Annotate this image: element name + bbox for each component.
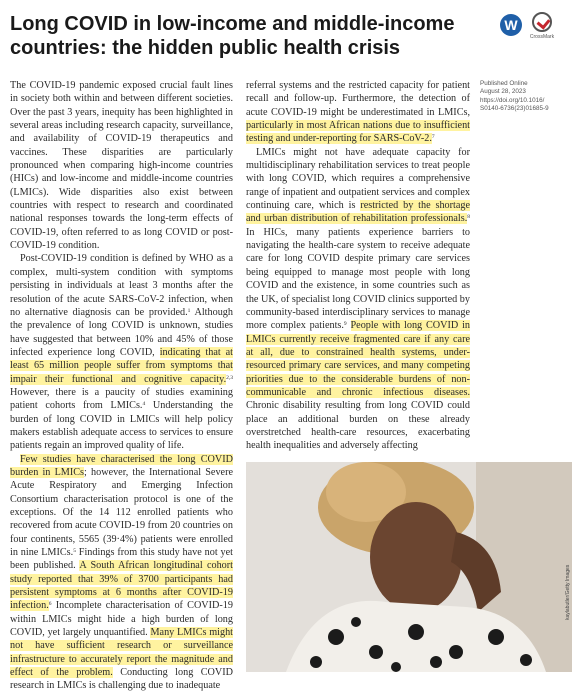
text: Although the prevalence of long COVID is unknown, studies have suggested that between 10% and 45% of those infected experience long COVID, [10,306,233,358]
highlighted-text: Few studies have characterised the long COVID burden in LMICs [10,453,233,478]
published-label: Published Online [480,80,528,87]
reference[interactable]: 7 [431,134,435,141]
text: referral systems and the restricted capacity for patient recall and follow-up. Furthermore, the detection of acute COVID-19 might be underestimated in LMICs, [246,80,470,118]
doi-link[interactable]: https://doi.org/10.1016/ [480,96,545,104]
text: Understanding the burden of long COVID in LMICs will help policy makers establish adequate access to services to ensure patients regain an improved quality of life. [10,400,233,452]
text: Incomplete characterisation of COVID-19 within LMICs might hide a high burden of long COVID, yet largely unquantified. [10,600,233,639]
paragraph [246,79,470,146]
publication-info [480,80,575,114]
article-photo [246,462,572,672]
doi-link-suffix[interactable]: S0140-6736(23)01685-9 [480,105,549,113]
article-column-2 [246,79,470,453]
photo-illustration [246,462,572,672]
reference[interactable]: 5 [73,548,76,555]
text: Conducting long COVID research in LMICs is challenging due to inadequate [10,667,233,692]
highlighted-text: A South African longitudinal cohort study reported that 39% of 3700 participants had persistent symptoms at 6 months after COVID-19 infection. [10,560,233,612]
article-column-1 [10,79,233,693]
text: In HICs, many patients experience barriers to navigating the health-care system to receive adequate care for long COVID despite primary care services being equipped to manage most people with long COVID and the existence, in some countries such as the UK, of specialist long COVID clinics supported by community-based interdisciplinary services to manage more complex patients. [246,226,470,332]
highlighted-text: Many LMICs might not have sufficient research or surveillance infrastructure to accurately report the magnitude and effect of the problem. [10,627,233,679]
highlighted-text: indicating that at least 65 million people suffer from symptoms that impair their functional and cognitive capacity. [10,346,233,385]
highlighted-text: restricted by the shortage and urban distribution of rehabilitation professionals. [246,200,471,225]
published-date: August 28, 2023 [480,88,526,96]
reference[interactable]: 8 [467,214,470,221]
reference[interactable]: 6 [48,601,52,608]
text: Post-COVID-19 condition is defined by WHO as a complex, multi-system condition with symptoms persisting in individuals at least 3 months after the resolution of the acute SARS-CoV-2 infection, when no alternative diagnosis can be provided. [10,253,233,318]
crossmark-badge[interactable] [527,12,557,40]
highlighted-text: particularly in most African nations due to insufficient testing and under-reporting for SARS-CoV-2. [246,120,470,145]
paragraph [10,453,233,693]
reference[interactable]: 9 [343,321,347,328]
photo-credit: kaylabutler/Getty Images [565,564,571,620]
paragraph [10,252,233,452]
reference[interactable]: 2,3 [226,374,233,381]
text: Chronic disability resulting from long COVID could place an additional burden on these already overstretched health-care resources, exacerbating health inequalities and adversely affecting [246,400,470,452]
lancet-logo-letter: W [504,17,518,33]
text: LMICs might not have adequate capacity for multidisciplinary rehabilitation services to treat people with long COVID, which requires a comprehensive range of inpatient and outpatient services and complex continuing care, which is [246,146,470,212]
text: ; however, the International Severe Acute Respiratory and Emerging Infection Consortium characterisation protocol is one of the exceptions. Of the 14 112 enrolled patients who recovered from acute COVID-19 from 20 countries on four continents, 5565 (39·4%) patients were enrolled in nine LMICs. [10,466,233,559]
article-title: Long COVID in low-income and middle-income countries: the hidden public health crisis [10,13,455,59]
text: However, there is a paucity of studies examining patient cohorts from LMICs. [10,386,233,412]
highlighted-text: People with long COVID in LMICs currently receive fragmented care if any care at all, due to constrained health systems, under-resourced primary care services, and many competing priorities due to the considerable burdens of non-communicable and chronic infectious diseases. [246,320,470,398]
reference[interactable]: 1 [187,307,191,314]
text: Findings from this study have not yet been published. [10,547,233,572]
crossmark-label: CrossMark [529,34,555,40]
lancet-logo [500,14,522,36]
paragraph: The COVID-19 pandemic exposed crucial fault lines in society both within and between different societies. Over the past 3 years, inequity has been highlighted in several areas including research capacity, surveillance, and availability of COVID-19 therapeutics and vaccines. These disparities are particularly pronounced when comparing high-income countries (HICs) and low-income and middle-income countries (LMICs). Wide disparities also exist between countries with respect to research and coordinated national responses towards the long-term effects of COVID-19, often referred to as long COVID or post-COVID-19 condition. [10,80,233,252]
paragraph [246,146,470,453]
crossmark-icon [532,12,552,32]
reference[interactable]: 4 [142,401,146,408]
